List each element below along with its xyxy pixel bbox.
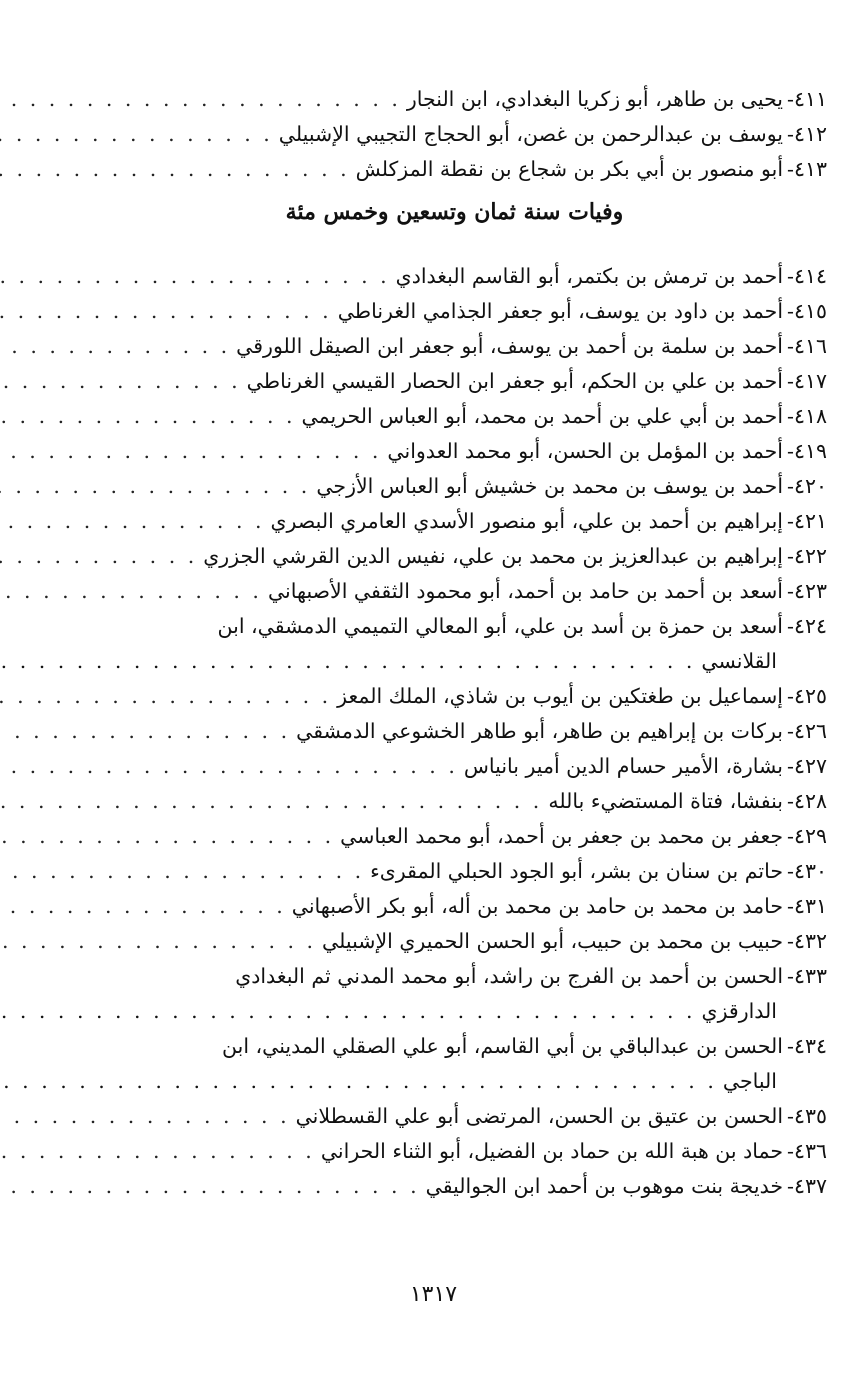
leader-dots	[0, 294, 338, 329]
index-entry	[82, 574, 827, 609]
entry-name: حبيب بن محمد بن حبيب، أبو الحسن الحميري الإشبيلي	[322, 929, 784, 953]
leader-dots	[0, 924, 322, 959]
leader-dots	[0, 889, 292, 924]
leader-dots	[0, 1099, 296, 1134]
entry-name: أحمد بن علي بن الحكم، أبو جعفر ابن الحصار القيسي الغرناطي	[246, 369, 784, 393]
entry-name: خديجة بنت موهوب بن أحمد ابن الجواليقي	[425, 1174, 784, 1198]
entry-continuation	[82, 994, 827, 1029]
index-entry	[82, 784, 827, 819]
entry-continuation	[82, 644, 827, 679]
index-entry	[82, 1099, 827, 1134]
leader-dots	[0, 469, 316, 504]
entry-name: يوسف بن عبدالرحمن بن غصن، أبو الحجاج التجيبي الإشبيلي	[278, 122, 784, 146]
entry-name: إبراهيم بن أحمد بن علي، أبو منصور الأسدي العامري البصري	[270, 509, 784, 533]
entries-before-heading	[82, 82, 827, 187]
index-entry	[82, 959, 827, 994]
entry-number: ٤٢٠-	[787, 474, 827, 498]
leader-dots	[0, 994, 702, 1029]
entry-name: أحمد بن سلمة بن أحمد بن يوسف، أبو جعفر ابن الصيقل اللورقي	[236, 334, 784, 358]
entry-number: ٤٢٨-	[787, 789, 827, 813]
entry-number: ٤١٢-	[787, 122, 827, 146]
leader-dots	[0, 714, 296, 749]
index-entry	[82, 82, 827, 117]
entry-number: ٤٢١-	[787, 509, 827, 533]
entry-number: ٤١١-	[787, 87, 827, 111]
entries-after-heading	[82, 259, 827, 1204]
entry-name: أحمد بن أبي علي بن أحمد بن محمد، أبو العباس الحريمي	[301, 404, 784, 428]
entry-number: ٤١٥-	[787, 299, 827, 323]
entry-name: الحسن بن عتيق بن الحسن، المرتضى أبو علي القسطلاني	[295, 1104, 784, 1128]
leader-dots	[0, 644, 701, 679]
leader-dots	[0, 364, 247, 399]
leader-dots	[0, 1169, 426, 1204]
leader-dots	[0, 679, 337, 714]
index-entry	[82, 1169, 827, 1204]
leader-dots	[0, 1134, 321, 1169]
entry-name: أسعد بن حمزة بن أسد بن علي، أبو المعالي التميمي الدمشقي، ابن	[217, 614, 784, 638]
entry-number: ٤٣٥-	[787, 1104, 827, 1128]
index-entry	[82, 294, 827, 329]
entry-number: ٤٣٣-	[787, 964, 827, 988]
entry-number: ٤٣٠-	[787, 859, 827, 883]
entry-number: ٤١٦-	[787, 334, 827, 358]
index-entry	[82, 434, 827, 469]
index-entry	[82, 1029, 827, 1064]
entry-name: حاتم بن سنان بن بشر، أبو الجود الحبلي المقرىء	[370, 859, 784, 883]
entry-name: الحسن بن أحمد بن الفرج بن راشد، أبو محمد المدني ثم البغدادي	[235, 964, 784, 988]
leader-dots	[0, 399, 302, 434]
index-entry	[82, 854, 827, 889]
leader-dots	[0, 259, 396, 294]
entry-number: ٤١٧-	[787, 369, 827, 393]
leader-dots	[0, 117, 279, 152]
entry-number: ٤٣٧-	[787, 1174, 827, 1198]
leader-dots	[0, 329, 236, 364]
index-entry	[82, 889, 827, 924]
leader-dots	[0, 819, 340, 854]
index-entry	[82, 749, 827, 784]
entry-continuation	[82, 1064, 827, 1099]
entry-name-continuation: الدارقزي	[701, 999, 777, 1023]
leader-dots	[0, 434, 387, 469]
entry-name: يحيى بن طاهر، أبو زكريا البغدادي، ابن النجار	[406, 87, 784, 111]
entry-name-continuation: الباجي	[722, 1069, 777, 1093]
section-heading: وفيات سنة ثمان وتسعين وخمس مئة	[285, 199, 624, 225]
entry-name: حامد بن محمد بن حامد بن محمد بن أله، أبو بكر الأصبهاني	[291, 894, 784, 918]
index-entry	[82, 117, 827, 152]
index-entry	[82, 924, 827, 959]
leader-dots	[0, 152, 356, 187]
entry-name: أحمد بن يوسف بن محمد بن خشيش أبو العباس الأزجي	[316, 474, 784, 498]
leader-dots	[0, 539, 203, 574]
entry-name: بركات بن إبراهيم بن طاهر، أبو طاهر الخشوعي الدمشقي	[296, 719, 784, 743]
entry-name: جعفر بن محمد بن جعفر بن أحمد، أبو محمد العباسي	[340, 824, 784, 848]
index-entry	[82, 259, 827, 294]
entry-number: ٤١٤-	[787, 264, 827, 288]
entry-name: إبراهيم بن عبدالعزيز بن محمد بن علي، نفيس الدين القرشي الجزري	[203, 544, 784, 568]
index-entry	[82, 679, 827, 714]
entry-number: ٤١٨-	[787, 404, 827, 428]
leader-dots	[0, 854, 370, 889]
page-number: ١٣١٧	[409, 1282, 458, 1307]
entry-number: ٤٣١-	[787, 894, 827, 918]
entry-number: ٤٢٢-	[787, 544, 827, 568]
index-entry	[82, 714, 827, 749]
entry-name: بنفشا، فتاة المستضيء بالله	[548, 789, 784, 813]
index-entry	[82, 609, 827, 644]
entry-name-continuation: القلانسي	[701, 649, 777, 673]
index-entry	[82, 504, 827, 539]
entry-number: ٤٢٤-	[787, 614, 827, 638]
leader-dots	[0, 82, 407, 117]
entry-name: بشارة، الأمير حسام الدين أمير بانياس	[463, 754, 784, 778]
entry-name: أحمد بن داود بن يوسف، أبو جعفر الجذامي الغرناطي	[337, 299, 784, 323]
entry-name: أحمد بن المؤمل بن الحسن، أبو محمد العدواني	[387, 439, 784, 463]
entry-number: ٤٣٦-	[787, 1139, 827, 1163]
entry-name: حماد بن هبة الله بن حماد بن الفضيل، أبو الثناء الحراني	[320, 1139, 784, 1163]
entry-number: ٤٢٦-	[787, 719, 827, 743]
entry-name: أبو منصور بن أبي بكر بن شجاع بن نقطة المزكلش	[355, 157, 784, 181]
leader-dots	[0, 784, 548, 819]
entry-number: ٤٢٣-	[787, 579, 827, 603]
entry-name: أحمد بن ترمش بن بكتمر، أبو القاسم البغدادي	[395, 264, 784, 288]
index-entry	[82, 819, 827, 854]
entry-number: ٤١٣-	[787, 157, 827, 181]
index-entry	[82, 1134, 827, 1169]
index-entry	[82, 364, 827, 399]
index-entry	[82, 329, 827, 364]
entry-number: ٤١٩-	[787, 439, 827, 463]
entry-name: إسماعيل بن طغتكين بن أيوب بن شاذي، الملك المعز	[337, 684, 784, 708]
leader-dots	[0, 504, 271, 539]
index-entry	[82, 469, 827, 504]
entry-number: ٤٣٢-	[787, 929, 827, 953]
leader-dots	[0, 1064, 723, 1099]
leader-dots	[0, 574, 268, 609]
leader-dots	[0, 749, 464, 784]
index-entry	[82, 399, 827, 434]
entry-number: ٤٢٧-	[787, 754, 827, 778]
entry-name: الحسن بن عبدالباقي بن أبي القاسم، أبو علي الصقلي المديني، ابن	[222, 1034, 784, 1058]
entry-name: أسعد بن أحمد بن حامد بن أحمد، أبو محمود الثقفي الأصبهاني	[267, 579, 784, 603]
entry-number: ٤٢٩-	[787, 824, 827, 848]
index-entry	[82, 539, 827, 574]
index-entry	[82, 152, 827, 187]
entry-number: ٤٢٥-	[787, 684, 827, 708]
entry-number: ٤٣٤-	[787, 1034, 827, 1058]
